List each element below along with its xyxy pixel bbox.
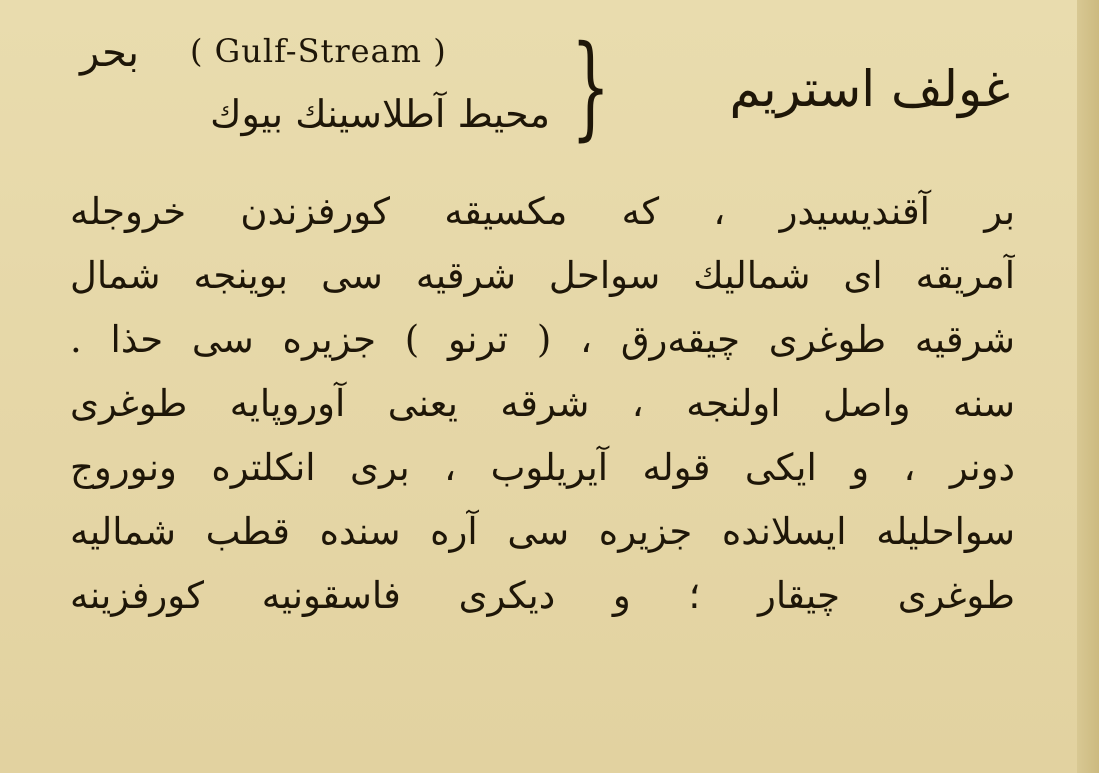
header-subtitle-line1 (70, 30, 550, 80)
body-line: سنه واصل اولنجه ، شرقه يعنی آوروپايه طوغری (70, 382, 1015, 425)
header-subtitle-line2: محيط آطلاسينك بيوك (210, 92, 550, 136)
body-line: سواحليله ايسلانده جزيره سی آره سنده قطب شماليه (70, 510, 1015, 553)
body-line: طوغری چيقار ؛ و ديكری فاسقونيه كورفزينه (70, 574, 1015, 617)
latin-name: ( Gulf-Stream ) (190, 32, 447, 70)
sea-word: بحر (80, 30, 140, 76)
entry-title: غولف استريم (729, 60, 1010, 118)
body-line: بر آقنديسيدر ، كه مكسيقه كورفزندن خروجله (70, 190, 1015, 233)
body-line: دونر ، و ايكی قوله آيريلوب ، بری انكلتره ونوروج (70, 446, 1015, 489)
body-line: شرقيه طوغری چيقه‌رق ، ( ترنو ) جزيره سی حذا . (70, 318, 1015, 361)
entry-header (70, 22, 1010, 172)
entry-body (70, 180, 1015, 628)
curly-brace: } (571, 22, 611, 152)
page-edge (1077, 0, 1099, 773)
body-line: آمريقه ای شماليك سواحل شرقيه سی بوينجه شمال (70, 254, 1015, 297)
